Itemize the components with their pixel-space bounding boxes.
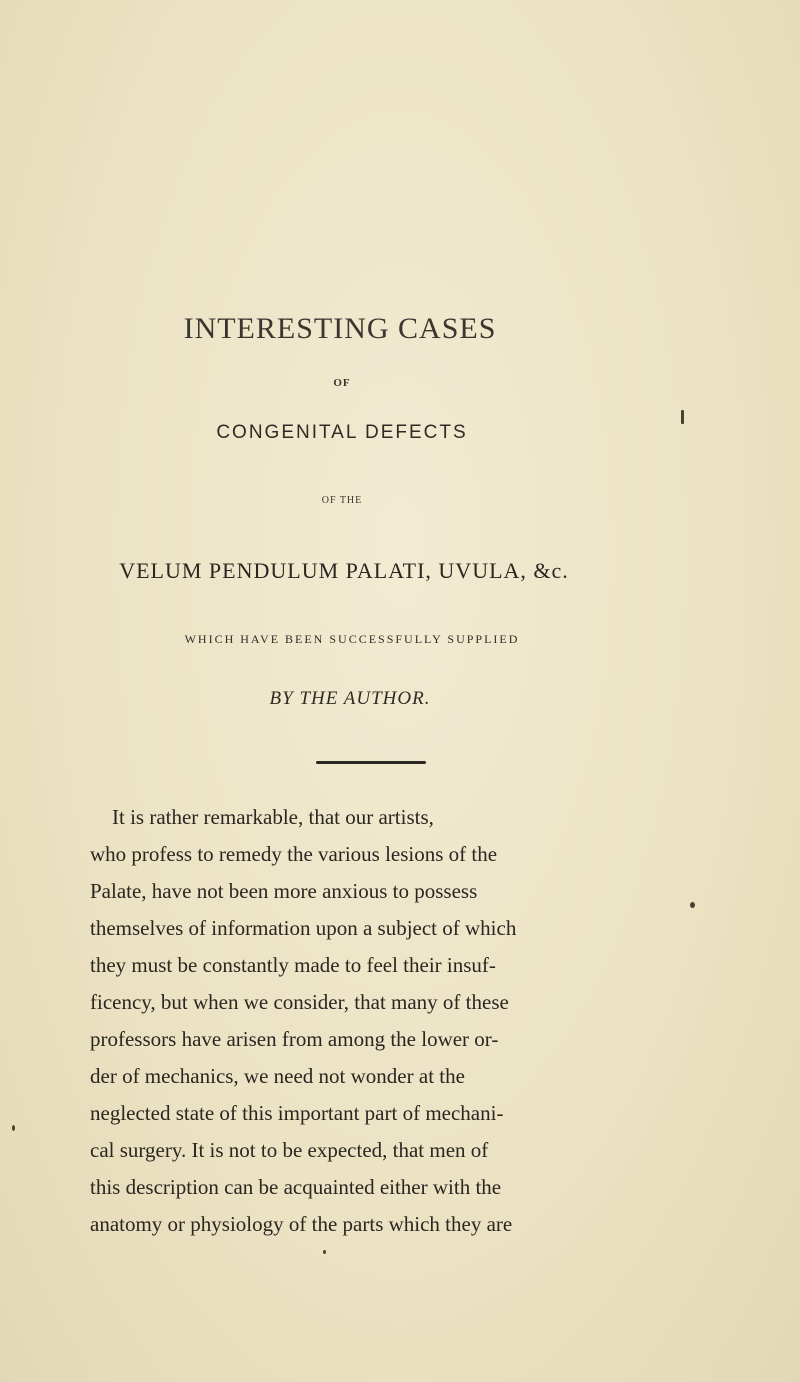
body-line: anatomy or physiology of the parts which they are (90, 1212, 513, 1236)
body-line: It is rather remarkable, that our artists, (112, 805, 434, 829)
subtitle-supplied: WHICH HAVE BEEN SUCCESSFULLY SUPPLIED (184, 632, 520, 646)
body-line: der of mechanics, we need not wonder at the (90, 1064, 465, 1088)
body-line: cal surgery. It is not to be expected, that men of (90, 1138, 489, 1162)
body-line: neglected state of this important part of mechani- (90, 1101, 504, 1125)
ink-speck (323, 1250, 326, 1254)
body-line: professors have arisen from among the lower or- (90, 1027, 499, 1051)
main-title: INTERESTING CASES (183, 312, 497, 345)
subtitle-velum: VELUM PENDULUM PALATI, UVULA, &c. (119, 558, 569, 583)
section-divider (316, 761, 426, 764)
body-line: ficency, but when we consider, that many of these (90, 990, 509, 1014)
subtitle-congenital-defects: CONGENITAL DEFECTS (216, 422, 468, 443)
title-of-the: OF THE (321, 495, 363, 506)
body-line: who profess to remedy the various lesions of the (90, 842, 498, 866)
body-line: they must be constantly made to feel their insuf- (90, 953, 496, 977)
byline: BY THE AUTHOR. (269, 688, 431, 709)
ink-speck (681, 410, 684, 424)
ink-speck (690, 902, 695, 908)
title-of: OF (333, 377, 351, 389)
body-line: this description can be acquainted either with the (90, 1175, 502, 1199)
ink-speck (12, 1125, 15, 1131)
body-line: themselves of information upon a subject of which (90, 916, 517, 940)
body-line: Palate, have not been more anxious to possess (90, 879, 478, 903)
